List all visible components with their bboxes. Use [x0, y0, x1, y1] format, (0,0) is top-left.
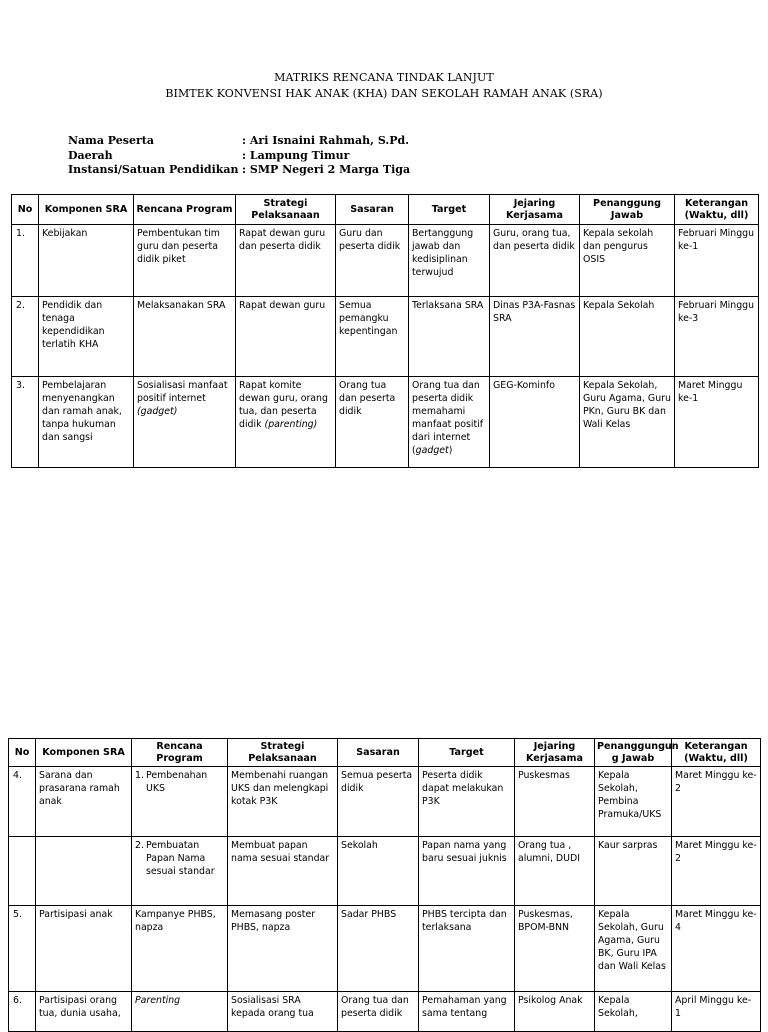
cell-target: Pemahaman yang sama tentang [419, 992, 515, 1032]
table-row [9, 992, 761, 1032]
cell-text: Rapat komite dewan guru, orang tua, dan peserta didik [239, 380, 328, 430]
cell-ket: Maret Minggu ke-2 [672, 837, 761, 906]
cell-target: PHBS tercipta dan terlaksana [419, 906, 515, 992]
cell-jejaring: Dinas P3A-Fasnas SRA [490, 297, 580, 377]
cell-pj: Kepala Sekolah, [595, 992, 672, 1032]
cell-strategi: Rapat dewan guru [236, 297, 336, 377]
header-cell: Target [419, 739, 515, 767]
cell-pj: Kaur sarpras [595, 837, 672, 906]
cell-sasaran: Sekolah [338, 837, 419, 906]
cell-strategi: Sosialisasi SRA kepada orang tua [228, 992, 338, 1032]
cell-pj: Kepala Sekolah, Guru Agama, Guru PKn, Guru BK dan Wali Kelas [580, 377, 675, 468]
cell-komponen: Pendidik dan tenaga kependidikan terlatih KHA [39, 297, 134, 377]
cell-no: 6. [9, 992, 36, 1032]
participant-info [68, 134, 410, 178]
cell-ket: Maret Minggu ke-4 [672, 906, 761, 992]
cell-program: Kampanye PHBS, napza [132, 906, 228, 992]
cell-ket: April Minggu ke-1 [672, 992, 761, 1032]
cell-jejaring: Psikolog Anak [515, 992, 595, 1032]
cell-program: Pembentukan tim guru dan peserta didik piket [134, 225, 236, 297]
header-cell: Jejaring Kerjasama [515, 739, 595, 767]
cell-text: Sosialisasi manfaat positif internet [137, 380, 228, 404]
cell-komponen [36, 837, 132, 906]
header-cell: Keterangan (Waktu, dll) [672, 739, 761, 767]
cell-komponen: Sarana dan prasarana ramah anak [36, 767, 132, 837]
table-row [12, 377, 759, 468]
table-header-row [12, 195, 759, 225]
cell-komponen: Partisipasi anak [36, 906, 132, 992]
cell-text: Pembenahan UKS [146, 770, 208, 794]
cell-target: Bertanggung jawab dan kedisiplinan terwujud [409, 225, 490, 297]
header-cell: No [12, 195, 39, 225]
cell-no: 2. [12, 297, 39, 377]
info-value: : Ari Isnaini Rahmah, S.Pd. [242, 134, 409, 147]
cell-program [132, 992, 228, 1032]
cell-pj: Kepala Sekolah, Pembina Pramuka/UKS [595, 767, 672, 837]
cell-ket: Februari Minggu ke-1 [675, 225, 759, 297]
header-cell: Strategi Pelaksanaan [236, 195, 336, 225]
table-row [9, 906, 761, 992]
cell-no: 1. [12, 225, 39, 297]
cell-ket: Maret Minggu ke-1 [675, 377, 759, 468]
info-label: Nama Peserta [68, 134, 154, 147]
cell-jejaring: GEG-Kominfo [490, 377, 580, 468]
cell-sasaran: Sadar PHBS [338, 906, 419, 992]
cell-sasaran: Orang tua dan peserta didik [338, 992, 419, 1032]
cell-italic: gadget [415, 445, 449, 456]
cell-no: 4. [9, 767, 36, 837]
cell-target: Terlaksana SRA [409, 297, 490, 377]
matrix-table-1 [11, 194, 759, 468]
table-row [9, 767, 761, 837]
cell-ket: Februari Minggu ke-3 [675, 297, 759, 377]
cell-target [409, 377, 490, 468]
info-row-region [68, 149, 410, 164]
cell-pj: Kepala sekolah dan pengurus OSIS [580, 225, 675, 297]
header-cell: Sasaran [336, 195, 409, 225]
header-cell: Komponen SRA [39, 195, 134, 225]
doc-title-line1: MATRIKS RENCANA TINDAK LANJUT [274, 71, 494, 84]
table-row [9, 837, 761, 906]
cell-program [132, 767, 228, 837]
info-value: : SMP Negeri 2 Marga Tiga [242, 163, 411, 176]
cell-italic: (parenting) [264, 419, 318, 430]
table-row [12, 225, 759, 297]
cell-text: ) [448, 445, 453, 456]
cell-strategi: Membenahi ruangan UKS dan melengkapi kotak P3K [228, 767, 338, 837]
cell-sasaran: Orang tua dan peserta didik [336, 377, 409, 468]
cell-text: Pembuatan Papan Nama sesuai standar [146, 840, 215, 877]
header-cell: Komponen SRA [36, 739, 132, 767]
header-cell: Target [409, 195, 490, 225]
cell-strategi: Membuat papan nama sesuai standar [228, 837, 338, 906]
header-cell: Rencana Program [134, 195, 236, 225]
cell-program: Melaksanakan SRA [134, 297, 236, 377]
cell-komponen: Kebijakan [39, 225, 134, 297]
matrix-table-2 [8, 738, 761, 1032]
cell-no: 3. [12, 377, 39, 468]
cell-sasaran: Semua pemangku kepentingan [336, 297, 409, 377]
cell-sasaran: Guru dan peserta didik [336, 225, 409, 297]
header-cell: Jejaring Kerjasama [490, 195, 580, 225]
table-header-row [9, 739, 761, 767]
cell-sasaran: Semua peserta didik [338, 767, 419, 837]
cell-target: Peserta didik dapat melakukan P3K [419, 767, 515, 837]
cell-komponen: Partisipasi orang tua, dunia usaha, [36, 992, 132, 1032]
cell-no: 5. [9, 906, 36, 992]
list-number: 1. [135, 770, 144, 781]
cell-ket: Maret Minggu ke-2 [672, 767, 761, 837]
info-label: Daerah [68, 148, 113, 162]
header-cell: Sasaran [338, 739, 419, 767]
cell-program [134, 377, 236, 468]
cell-jejaring: Orang tua , alumni, DUDI [515, 837, 595, 906]
info-value: : Lampung Timur [242, 148, 350, 162]
header-cell: Penanggung Jawab [580, 195, 675, 225]
cell-program [132, 837, 228, 906]
list-number: 2. [135, 840, 144, 851]
cell-strategi [236, 377, 336, 468]
cell-text: Orang tua dan peserta didik memahami manfaat positif dari internet [412, 380, 484, 443]
cell-jejaring: Puskesmas [515, 767, 595, 837]
cell-jejaring: Puskesmas, BPOM-BNN [515, 906, 595, 992]
cell-italic: Parenting [135, 995, 181, 1006]
header-cell: Penanggungun g Jawab [595, 739, 672, 767]
info-row-name [68, 134, 410, 149]
cell-text: ( [412, 445, 416, 456]
cell-jejaring: Guru, orang tua, dan peserta didik [490, 225, 580, 297]
cell-komponen: Pembelajaran menyenangkan dan ramah anak, tanpa hukuman dan sangsi [39, 377, 134, 468]
doc-title-line2: BIMTEK KONVENSI HAK ANAK (KHA) DAN SEKOLAH RAMAH ANAK (SRA) [165, 87, 603, 100]
table-row [12, 297, 759, 377]
cell-strategi: Rapat dewan guru dan peserta didik [236, 225, 336, 297]
header-cell: No [9, 739, 36, 767]
cell-strategi: Memasang poster PHBS, napza [228, 906, 338, 992]
info-row-institution [68, 163, 410, 178]
cell-pj: Kepala Sekolah, Guru Agama, Guru BK, Guru IPA dan Wali Kelas [595, 906, 672, 992]
cell-target: Papan nama yang baru sesuai juknis [419, 837, 515, 906]
cell-no [9, 837, 36, 906]
info-label: Instansi/Satuan Pendidikan [68, 163, 239, 176]
header-cell: Keterangan (Waktu, dll) [675, 195, 759, 225]
header-cell: Rencana Program [132, 739, 228, 767]
cell-italic: (gadget) [137, 406, 178, 417]
cell-pj: Kepala Sekolah [580, 297, 675, 377]
header-cell: Strategi Pelaksanaan [228, 739, 338, 767]
